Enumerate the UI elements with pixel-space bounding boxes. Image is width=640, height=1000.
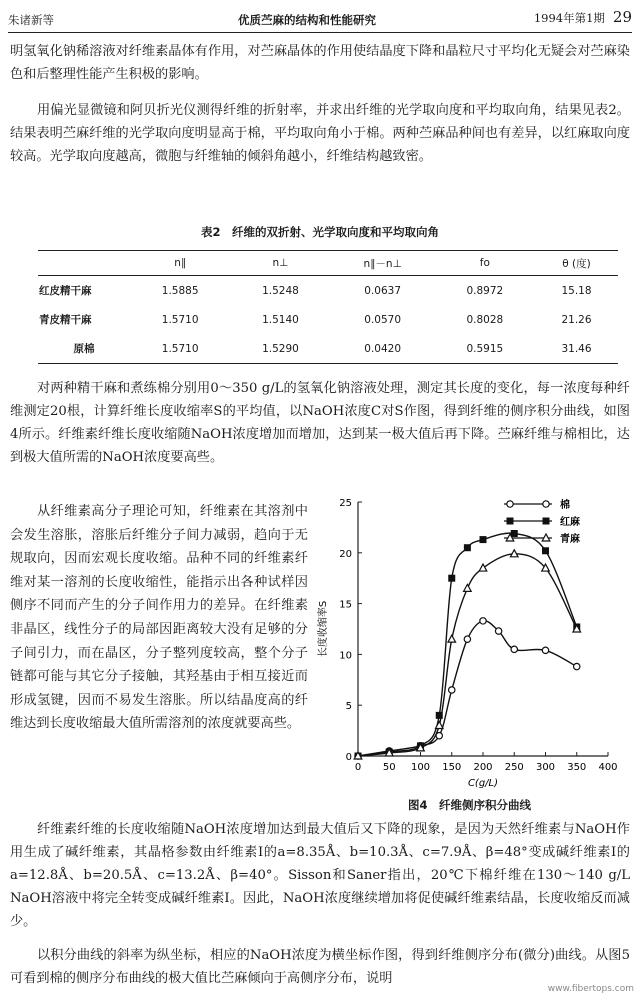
legend-marker xyxy=(543,501,549,507)
table-cell: 1.5710 xyxy=(130,334,230,364)
table-header-row xyxy=(38,251,618,276)
table-row xyxy=(38,305,618,334)
x-tick-label: 150 xyxy=(442,762,462,773)
table-cell: 31.46 xyxy=(535,334,618,364)
paragraph-1: 明氢氧化钠稀溶液对纤维素晶体有作用，对苎麻晶体的作用使结晶度下降和晶粒尺寸平均化无疑会对苎麻染色和后整理性能产生积极的影响。 xyxy=(10,44,630,82)
x-tick-label: 200 xyxy=(473,762,493,773)
header-issue-text: 1994年第1期 xyxy=(533,11,605,25)
data-point xyxy=(464,636,470,642)
table-row xyxy=(38,276,618,306)
table-2 xyxy=(38,250,618,364)
x-tick-label: 100 xyxy=(410,762,431,773)
data-point xyxy=(480,537,486,543)
x-tick-label: 300 xyxy=(535,762,556,773)
data-point xyxy=(511,646,517,652)
header-issue xyxy=(534,8,632,26)
table-cell: 0.0637 xyxy=(364,284,402,297)
table-cell: 原棉 xyxy=(38,334,130,364)
paragraph-4: 从纤维素高分子理论可知，纤维素在其溶剂中会发生溶胀，溶胀后纤维分子间力减弱，趋向于无规取向，因而宏观长度收缩。品种不同的纤维素纤维对某一溶剂的长度收缩性，能指示出各种试样因侧序不同而产生的分子间作用力的差异。在纤维素非晶区，线性分子的局部因距离较大没有足够的分子间引力，而在晶区，分子整列度较高，整个分子链都可能与其它分子接触，其羟基由于相互接近而形成氢键，因而不易发生溶胀。所以结晶度高的纤维达到长度收缩最大值所需溶剂的浓度就要高些。 xyxy=(10,504,308,732)
table-caption: 表2 纤维的双折射、光学取向度和平均取向角 xyxy=(201,225,439,239)
table-header-cell: θ (度) xyxy=(535,251,618,276)
paragraph-5: 纤维素纤维的长度收缩随NaOH浓度增加达到最大值后又下降的现象，是因为天然纤维素与NaOH作用生成了碱纤维素，其晶格参数由纤维素Ⅰ的a=8.35Å、b=10.3Å、c=7.9Å、β=48°变成碱纤维素Ⅰ的a=12.8Å、b=20.5Å、c=13.2Å、β=40°。Sisson和Saner指出，20℃下棉纤维在130～140 g/L NaOH溶液中将完全转变成碱纤维素Ⅰ。因此，NaOH浓度继续增加将促使碱纤维素结晶，长度收缩反而减少。 xyxy=(10,822,630,929)
data-point xyxy=(449,575,455,581)
data-point xyxy=(449,687,455,693)
table-header-cell: n∥－n⊥ xyxy=(331,251,435,276)
paragraph-6: 以积分曲线的斜率为纵坐标，相应的NaOH浓度为横坐标作图，得到纤维侧序分布(微分)曲线。从图5可看到棉的侧序分布曲线的极大值比苎麻倾向于高侧序分布，说明 xyxy=(10,948,630,986)
table-cell: 0.8972 xyxy=(466,284,504,297)
x-tick-label: 50 xyxy=(382,762,396,773)
data-point xyxy=(464,584,472,591)
y-tick-label: 15 xyxy=(339,599,352,611)
table-cell: 青皮精干麻 xyxy=(39,314,92,326)
x-tick-label: 0 xyxy=(354,762,362,773)
table-cell: 0.8028 xyxy=(466,313,504,326)
table-cell: 红皮精干麻 xyxy=(39,285,92,297)
x-tick-label: 400 xyxy=(598,762,618,773)
table-cell: 1.5885 xyxy=(161,284,199,297)
table-cell: 15.18 xyxy=(561,284,592,297)
y-axis-label: 长度收缩率S xyxy=(318,600,329,658)
data-point xyxy=(542,647,548,653)
chart-svg xyxy=(308,490,630,790)
y-tick-label: 10 xyxy=(339,650,352,662)
data-point xyxy=(448,635,456,642)
table-cell: 21.26 xyxy=(561,313,592,326)
table-cell: 1.5290 xyxy=(230,334,330,364)
table-row xyxy=(38,334,618,364)
legend-marker xyxy=(507,501,513,507)
figure-caption: 图4 纤维侧序积分曲线 xyxy=(408,798,532,812)
y-tick-label: 0 xyxy=(345,752,352,763)
x-axis-label: C(g/L) xyxy=(467,778,499,789)
header-title: 优质苎麻的结构和性能研究 xyxy=(238,13,376,27)
legend-label: 棉 xyxy=(560,500,570,511)
figure-4-chart xyxy=(308,490,630,790)
header-authors: 朱诸新等 xyxy=(8,13,54,27)
table-cell: 0.0570 xyxy=(364,313,402,326)
data-point xyxy=(543,548,549,554)
table-header-cell xyxy=(38,251,130,276)
y-tick-label: 5 xyxy=(345,701,352,713)
y-tick-label: 25 xyxy=(339,498,352,509)
table-cell: 0.0420 xyxy=(331,334,435,364)
table-header-cell: fo xyxy=(435,251,535,276)
legend-label: 青麻 xyxy=(560,534,580,545)
data-point xyxy=(495,628,501,634)
legend-label: 红麻 xyxy=(560,517,580,528)
page-number: 29 xyxy=(612,8,632,26)
y-tick-label: 20 xyxy=(339,548,352,560)
table-cell: 1.5140 xyxy=(262,313,299,326)
paragraph-2: 用偏光显微镜和阿贝折光仪测得纤维的折射率，并求出纤维的光学取向度和平均取向角，结果见表2。结果表明苎麻纤维的光学取向度明显高于棉，平均取向角小于棉。两种苎麻品种间也有差异，以红麻取向度较高。光学取向度越高，微胞与纤维轴的倾斜角越小，纤维结构越致密。 xyxy=(10,103,630,164)
legend-marker xyxy=(507,518,513,524)
data-point xyxy=(574,663,580,669)
x-tick-label: 250 xyxy=(504,762,524,773)
data-point xyxy=(480,618,486,624)
data-point xyxy=(479,564,487,571)
table-header-cell: n∥ xyxy=(130,251,230,276)
table-cell: 1.5248 xyxy=(262,284,299,297)
table-cell: 1.5710 xyxy=(161,313,199,326)
data-point xyxy=(511,530,517,536)
data-point xyxy=(464,545,470,551)
legend-marker xyxy=(543,518,549,524)
table-cell: 0.5915 xyxy=(435,334,535,364)
running-header xyxy=(8,6,632,33)
x-tick-label: 350 xyxy=(567,762,587,773)
table-header-cell: n⊥ xyxy=(230,251,330,276)
paragraph-3: 对两种精干麻和煮练棉分别用0～350 g/L的氢氧化钠溶液处理，测定其长度的变化，每一浓度每种纤维测定20根，计算纤维长度收缩率S的平均值，以NaOH浓度C对S作图，得到纤维的侧序积分曲线，如图4所示。纤维素纤维长度收缩随NaOH浓度增加而增加，达到某一极大值后再下降。苎麻纤维与棉相比，达到极大值所需的NaOH浓度要高些。 xyxy=(10,381,630,465)
watermark: www.fibertops.com xyxy=(547,984,634,994)
